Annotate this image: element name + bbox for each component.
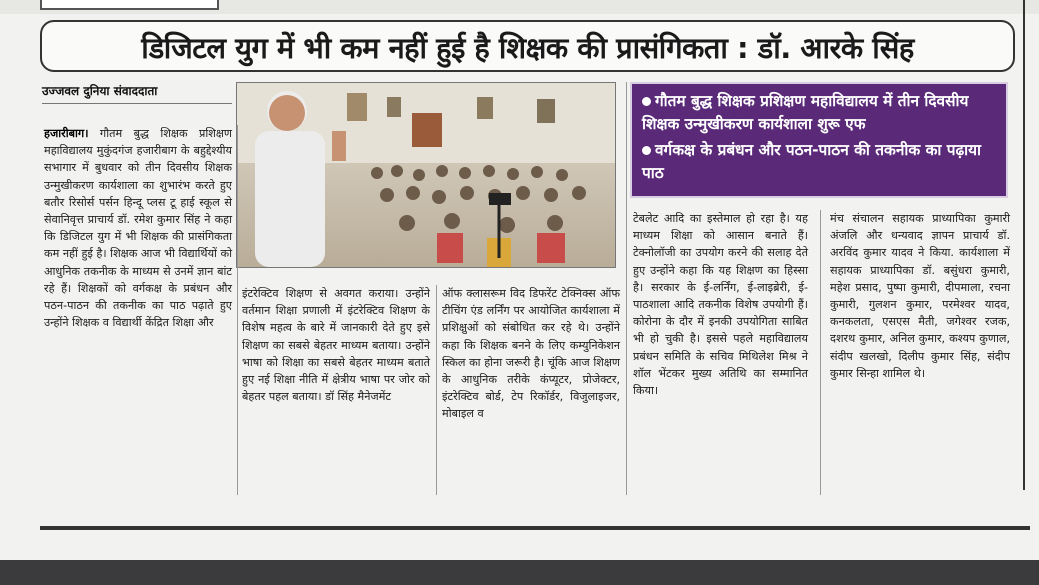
highlight-text-1: गौतम बुद्ध शिक्षक प्रशिक्षण महाविद्यालय में तीन दिवसीय शिक्षक उन्मुखीकरण कार्यशाला शुरू एफ (642, 92, 969, 133)
column-divider (436, 285, 437, 495)
article-column-4: टेबलेट आदि का इस्तेमाल हो रहा है। यह माध्यम शिक्षा को आसान बनाते हैं। टेक्नोलॉजी का उपयोग करने की सलाह देते हुए उन्होंने कहा कि यह शिक्षण का हिस्सा है। सरकार के ई-लर्निंग, ई-लाइब्रेरी, ई-पाठशाला आदि तकनीक विशेष उपयोगी हैं। कोरोना के दौर में इनकी उपयोगिता साबित भी हो चुकी है। इससे पहले महाविद्यालय प्रबंधन समिति के सचिव मिथिलेश मिश्र ने शॉल भेंटकर मुख्य अतिथि का सम्मानित किया। (633, 212, 808, 398)
article-column-1 (44, 125, 232, 331)
column-divider (820, 210, 821, 495)
article-column-2: इंटरेक्टिव शिक्षण से अवगत कराया। उन्होंने वर्तमान शिक्षा प्रणाली में इंटरेक्टिव शिक्षण के विशेष महत्व के बारे में जानकारी देते हुए इसे शिक्षण का सबसे बेहतर माध्यम बताया। उन्होंने भाषा को शिक्षा का सबसे बेहतर माध्यम बताते हुए नई शिक्षा नीति में क्षेत्रीय भाषा पर जोर को बेहतर पहल बताया। डॉ सिंह मैनेजमेंट (242, 287, 430, 404)
highlight-item (642, 90, 998, 136)
photo-illustration (237, 83, 615, 267)
column-divider (626, 82, 627, 495)
article-column-3: ऑफ क्लासरूम विद डिफरेंट टेक्निक्स ऑफ टीचिंग एंड लर्निंग पर आयोजित कार्यशाला में प्रशिक्षुओं को संबोधित कर रहे थे। उन्होंने कहा कि शिक्षक बनने के लिए कम्युनिकेशन स्किल का होना जरूरी है। चूंकि आज शिक्षण के आधुनिक तरीके कंप्यूटर, प्रोजेक्टर, इंटरेक्टिव बोर्ड, टेप रिकॉर्डर, विजुलाइजर, मोबाइल व (442, 287, 620, 421)
highlight-box (630, 82, 1008, 198)
bullet-icon (642, 146, 651, 155)
bottom-rule (40, 526, 1030, 530)
highlight-text-2: वर्गकक्ष के प्रबंधन और पठन-पाठन की तकनीक का पढ़ाया पाठ (642, 141, 982, 182)
bottom-bar (0, 560, 1039, 585)
highlight-item (642, 139, 998, 185)
byline: उज्जवल दुनिया संवाददाता (42, 82, 232, 104)
top-tab (40, 0, 219, 10)
column-divider (237, 125, 238, 495)
top-strip (0, 0, 1039, 14)
headline-box (40, 20, 1015, 72)
bullet-icon (642, 97, 651, 106)
article-column-5: मंच संचालन सहायक प्राध्यापिका कुमारी अंजलि और धन्यवाद ज्ञापन प्राचार्य डॉ. अरविंद कुमार यादव ने किया. कार्यशाला में सहायक प्राध्यापिका डॉ. बसुंधरा कुमारी, महेश प्रसाद, पुष्पा कुमारी, दीपमाला, रचना कुमारी, गुलशन कुमार, परमेश्वर यादव, कनकलता, एसएस मैती, जगेश्वर रजक, दशरथ कुमार, अनिल कुमार, कश्यप कुणाल, संदीप खलखो, दिलीप कुमार सिंह, संदीप कुमार सिन्हा शामिल थे। (830, 212, 1010, 380)
right-rule (1023, 0, 1025, 490)
column-1-text: गौतम बुद्ध शिक्षक प्रशिक्षण महाविद्यालय मुकुंदगंज हजारीबाग के बहुद्देश्यीय सभागार में बुधवार को तीन दिवसीय शिक्षक उन्मुखीकरण कार्यशाला का शुभारंभ करते हुए बतौर रिसोर्स पर्सन हिन्दू प्लस टू हाई स्कूल से सेवानिवृत्त प्राचार्य डॉ. रमेश कुमार सिंह ने कहा कि डिजिटल युग में भी शिक्षक की प्रासंगिकता कम नहीं हुई है। शिक्षक आज भी विद्यार्थियों को आधुनिक तकनीक के माध्यम से उनमें ज्ञान बांट रहे हैं। शिक्षकों को वर्गकक्ष के प्रबंधन और पठन-पाठन की तकनीक का पाठ पढ़ाते हुए उन्होंने शिक्षक व विद्यार्थी केंद्रित शिक्षा और (44, 127, 232, 330)
headline: डिजिटल युग में भी कम नहीं हुई है शिक्षक की प्रासंगिकता : डॉ. आरके सिंह (141, 31, 914, 65)
article-photo (236, 82, 616, 268)
dateline: हजारीबाग। (44, 127, 89, 140)
